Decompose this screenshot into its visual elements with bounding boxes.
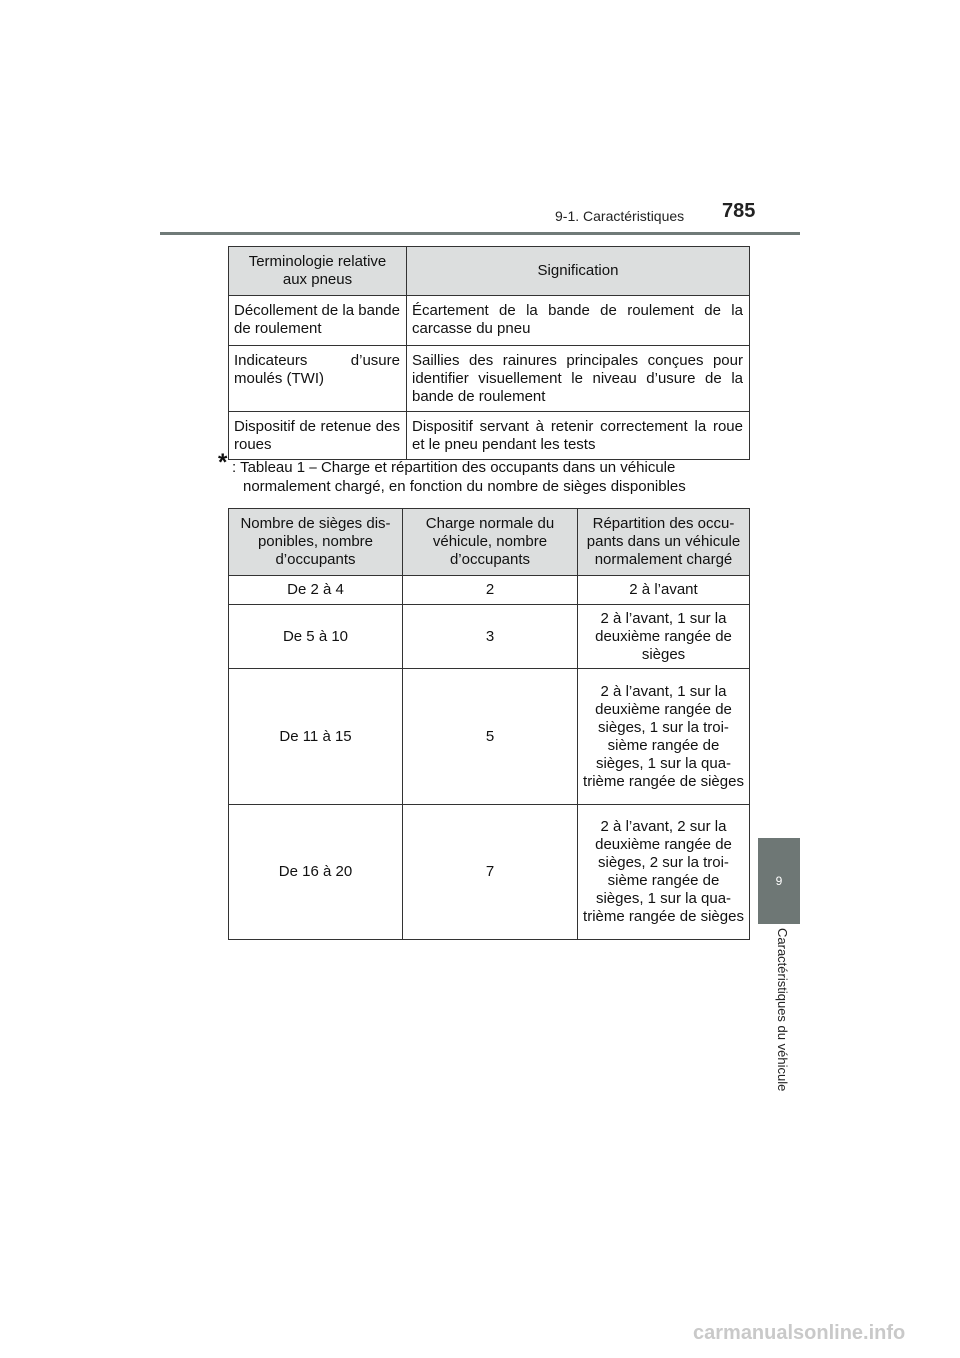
distribution-cell: 2 à l’avant — [578, 576, 750, 605]
chapter-label: Caractéristiques du véhicule — [775, 928, 790, 1092]
meaning-cell: Saillies des rainures principales conçues pour identifier visuellement le niveau d’usure de la bande de roulement — [407, 346, 750, 412]
distribution-cell: 2 à l’avant, 2 sur la deuxième rangée de sièges, 2 sur la troi-sième rangée de sièges, 1 sur la qua-trième rangée de sièges — [578, 805, 750, 940]
column-header-seats: Nombre de sièges dis-ponibles, nombre d’occupants — [229, 509, 403, 576]
table-row — [229, 412, 750, 460]
term-cell: Indicateurs d’usure moulés (TWI) — [229, 346, 407, 412]
seats-cell: De 16 à 20 — [229, 805, 403, 940]
load-cell: 2 — [403, 576, 578, 605]
meaning-cell: Écartement de la bande de roulement de la carcasse du pneu — [407, 296, 750, 346]
load-cell: 7 — [403, 805, 578, 940]
table-row — [229, 605, 750, 669]
term-cell: Décollement de la bande de roulement — [229, 296, 407, 346]
table-header-row — [229, 247, 750, 296]
footnote-marker: * — [218, 449, 228, 476]
table-row — [229, 805, 750, 940]
section-title: 9-1. Caractéristiques — [555, 208, 685, 224]
table-row — [229, 296, 750, 346]
chapter-number: 9 — [775, 874, 783, 888]
watermark: carmanualsonline.info — [693, 1322, 906, 1344]
occupant-load-table — [228, 508, 750, 940]
column-header-distribution: Répartition des occu-pants dans un véhicule normalement chargé — [578, 509, 750, 576]
distribution-cell: 2 à l’avant, 1 sur la deuxième rangée de sièges, 1 sur la troi-sième rangée de sièges, 1 sur la qua-trième rangée de sièges — [578, 669, 750, 805]
load-cell: 3 — [403, 605, 578, 669]
page-number: 785 — [722, 200, 756, 222]
header-divider — [160, 232, 800, 235]
table-row — [229, 669, 750, 805]
footnote-line-2: normalement chargé, en fonction du nombre de sièges disponibles — [243, 478, 686, 495]
distribution-cell: 2 à l’avant, 1 sur la deuxième rangée de sièges — [578, 605, 750, 669]
seats-cell: De 11 à 15 — [229, 669, 403, 805]
footnote-line-1: : Tableau 1 ⎯ Charge et répartition des occupants dans un véhicule — [232, 459, 676, 476]
chapter-tab[interactable] — [758, 838, 800, 924]
table-row — [229, 346, 750, 412]
meaning-cell: Dispositif servant à retenir correctement la roue et le pneu pendant les tests — [407, 412, 750, 460]
table-row — [229, 576, 750, 605]
tire-terminology-table — [228, 246, 750, 460]
column-header-meaning: Signification — [407, 247, 750, 296]
seats-cell: De 2 à 4 — [229, 576, 403, 605]
column-header-load: Charge normale du véhicule, nombre d’occupants — [403, 509, 578, 576]
column-header-term: Terminologie relative aux pneus — [229, 247, 407, 296]
seats-cell: De 5 à 10 — [229, 605, 403, 669]
term-cell: Dispositif de retenue des roues — [229, 412, 407, 460]
footnote — [218, 449, 750, 496]
load-cell: 5 — [403, 669, 578, 805]
table-header-row — [229, 509, 750, 576]
